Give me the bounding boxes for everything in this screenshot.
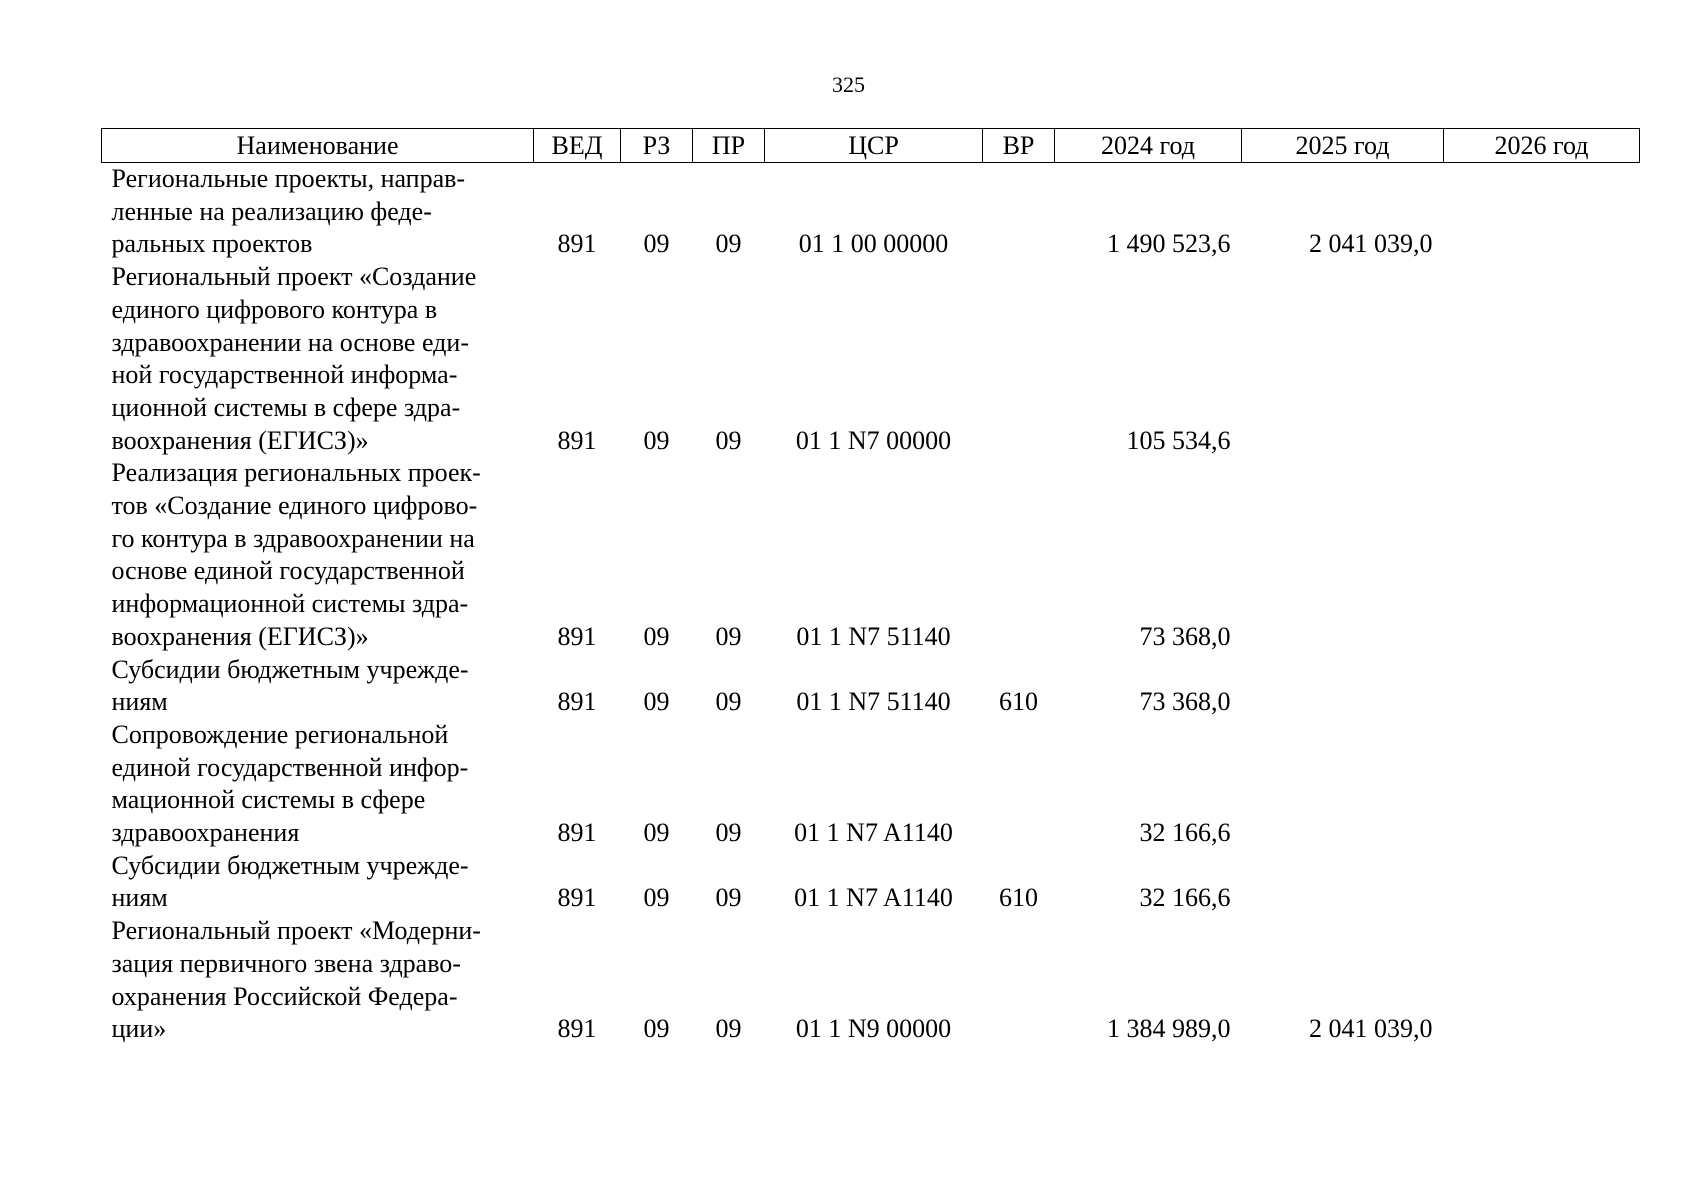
amount-2026-cell	[1444, 850, 1640, 915]
amount-2025-cell	[1242, 457, 1444, 653]
amount-2025-cell	[1242, 850, 1444, 915]
row-name-cell	[102, 850, 534, 915]
row-name-cell	[102, 163, 534, 262]
ved-cell: 891	[557, 1014, 597, 1044]
pr-cell: 09	[715, 818, 742, 848]
row-name-line: Субсидии бюджетным учрежде-	[111, 654, 469, 684]
pr-cell: 09	[715, 1014, 742, 1044]
vr-cell: 610	[999, 687, 1038, 717]
amount-2025-cell: 2 041 039,0	[1309, 229, 1433, 259]
header-2025: 2025 год	[1242, 129, 1444, 163]
ved-cell: 891	[557, 229, 597, 259]
table-body	[102, 163, 1640, 1046]
row-name-line: воохранения (ЕГИСЗ)»	[111, 621, 369, 651]
amount-2025-cell	[1242, 261, 1444, 457]
rz-cell: 09	[643, 425, 670, 455]
header-csr: ЦСР	[765, 129, 983, 163]
table-row	[102, 915, 1640, 1046]
row-name-line: информационной системы здра-	[111, 589, 469, 619]
pr-cell: 09	[715, 687, 742, 717]
row-name-line: здравоохранении на основе еди-	[111, 327, 469, 357]
row-name-line: Региональный проект «Модерни-	[111, 916, 481, 946]
ved-cell: 891	[557, 687, 597, 717]
row-name-line: ции»	[111, 1014, 167, 1044]
rz-cell: 09	[643, 818, 670, 848]
amount-2026-cell	[1444, 261, 1640, 457]
budget-table	[101, 128, 1640, 1046]
ved-cell: 891	[557, 621, 597, 651]
rz-cell: 09	[643, 883, 670, 913]
row-name-cell	[102, 261, 534, 457]
ved-cell: 891	[557, 818, 597, 848]
vr-cell	[983, 915, 1055, 1046]
amount-2025-cell	[1242, 719, 1444, 850]
table-row	[102, 719, 1640, 850]
row-name-cell	[102, 915, 534, 1046]
row-name-line: единого цифрового контура в	[111, 294, 438, 324]
header-rz: РЗ	[621, 129, 693, 163]
amount-2026-cell	[1444, 457, 1640, 653]
amount-2024-cell: 105 534,6	[1126, 425, 1231, 455]
ved-cell: 891	[557, 883, 597, 913]
row-name-line: ционной системы в сфере здра-	[111, 392, 461, 422]
csr-cell: 01 1 N7 A1140	[794, 883, 953, 913]
row-name-line: охранения Российской Федера-	[111, 981, 458, 1011]
csr-cell: 01 1 N7 51140	[796, 621, 951, 651]
row-name-line: единой государственной инфор-	[111, 752, 469, 782]
row-name-cell	[102, 457, 534, 653]
amount-2026-cell	[1444, 654, 1640, 719]
header-vr: ВР	[983, 129, 1055, 163]
ved-cell: 891	[557, 425, 597, 455]
table-row	[102, 654, 1640, 719]
table-row	[102, 457, 1640, 653]
amount-2026-cell	[1444, 915, 1640, 1046]
rz-cell: 09	[643, 687, 670, 717]
amount-2025-cell	[1242, 654, 1444, 719]
row-name-line: ральных проектов	[111, 229, 313, 259]
table-header	[102, 129, 1640, 163]
row-name-line: го контура в здравоохранении на	[111, 523, 475, 553]
rz-cell: 09	[643, 229, 670, 259]
row-name-line: тов «Создание единого цифрово-	[111, 491, 478, 521]
header-name: Наименование	[102, 129, 534, 163]
pr-cell: 09	[715, 229, 742, 259]
csr-cell: 01 1 N7 00000	[795, 425, 952, 455]
row-name-line: мационной системы в сфере	[111, 785, 426, 815]
header-2024: 2024 год	[1055, 129, 1242, 163]
row-name-line: Региональные проекты, направ-	[111, 164, 466, 193]
row-name-line: здравоохранения	[111, 818, 300, 848]
row-name-cell	[102, 719, 534, 850]
amount-2024-cell: 32 166,6	[1139, 883, 1231, 913]
table-row	[102, 261, 1640, 457]
csr-cell: 01 1 N7 A1140	[794, 818, 953, 848]
table-row	[102, 850, 1640, 915]
vr-cell	[983, 163, 1055, 262]
vr-cell	[983, 261, 1055, 457]
header-2026: 2026 год	[1444, 129, 1640, 163]
row-name-line: ниям	[111, 883, 168, 913]
vr-cell: 610	[999, 883, 1038, 913]
rz-cell: 09	[643, 621, 670, 651]
row-name-line: Сопровождение региональной	[111, 719, 449, 749]
pr-cell: 09	[715, 425, 742, 455]
amount-2024-cell: 1 384 989,0	[1107, 1014, 1231, 1044]
row-name-line: Региональный проект «Создание	[111, 262, 477, 292]
amount-2026-cell	[1444, 719, 1640, 850]
amount-2024-cell: 73 368,0	[1139, 621, 1231, 651]
amount-2026-cell	[1444, 163, 1640, 262]
amount-2025-cell: 2 041 039,0	[1309, 1014, 1433, 1044]
vr-cell	[983, 457, 1055, 653]
row-name-line: ниям	[111, 687, 168, 717]
csr-cell: 01 1 N9 00000	[795, 1014, 952, 1044]
row-name-line: ленные на реализацию феде-	[111, 196, 432, 226]
row-name-line: Субсидии бюджетным учрежде-	[111, 850, 469, 880]
csr-cell: 01 1 N7 51140	[796, 687, 951, 717]
row-name-line: воохранения (ЕГИСЗ)»	[111, 425, 369, 455]
vr-cell	[983, 719, 1055, 850]
rz-cell: 09	[643, 1014, 670, 1044]
csr-cell: 01 1 00 00000	[798, 229, 949, 259]
row-name-line: Реализация региональных проек-	[111, 458, 481, 488]
row-name-cell	[102, 654, 534, 719]
header-row	[102, 129, 1640, 163]
amount-2024-cell: 32 166,6	[1139, 818, 1231, 848]
row-name-line: основе единой государственной	[111, 556, 465, 586]
header-pr: ПР	[693, 129, 765, 163]
pr-cell: 09	[715, 621, 742, 651]
page-number: 325	[832, 72, 865, 97]
row-name-line: зация первичного звена здраво-	[111, 948, 461, 978]
header-ved: ВЕД	[534, 129, 621, 163]
amount-2024-cell: 73 368,0	[1139, 687, 1231, 717]
amount-2024-cell: 1 490 523,6	[1107, 229, 1231, 259]
pr-cell: 09	[715, 883, 742, 913]
row-name-line: ной государственной информа-	[111, 360, 458, 390]
table-row	[102, 163, 1640, 262]
